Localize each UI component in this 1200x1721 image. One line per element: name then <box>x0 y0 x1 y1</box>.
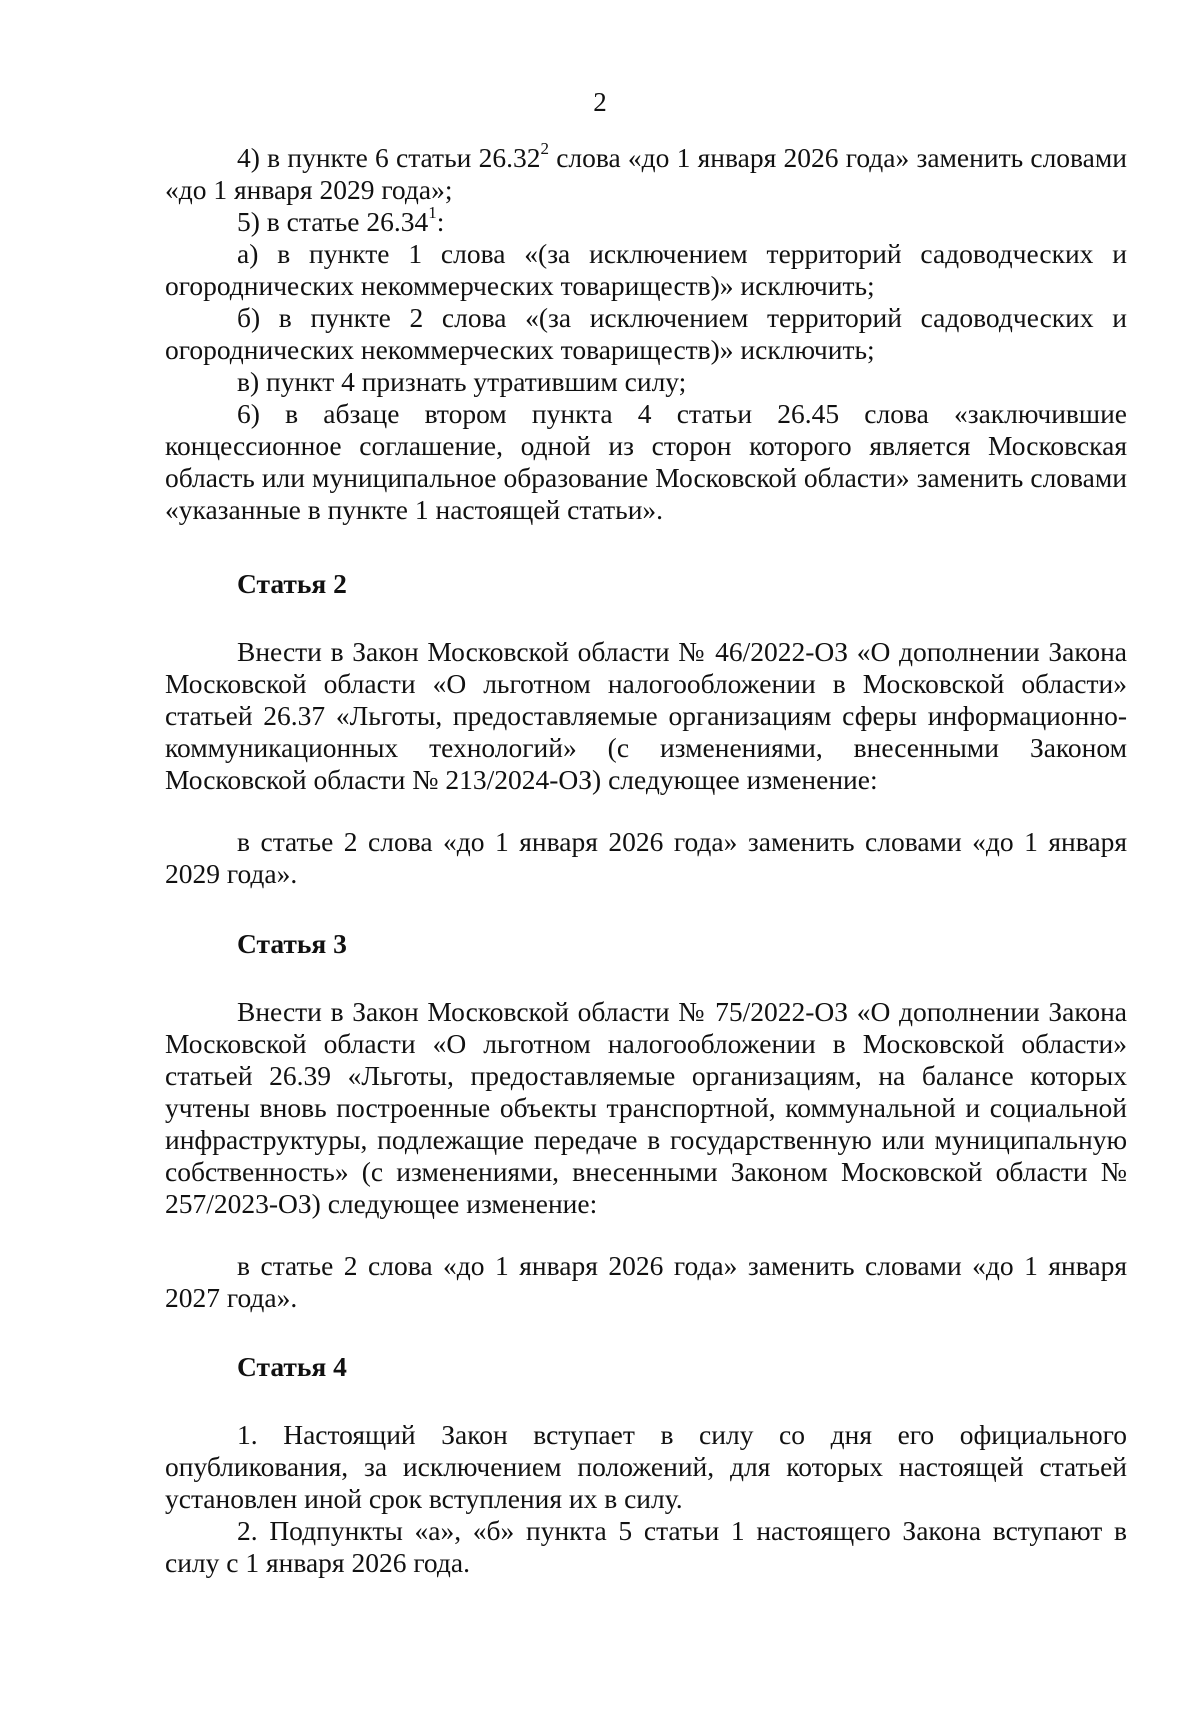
article-4-heading-block <box>165 1351 1127 1383</box>
article-paragraph: 2. Подпункты «а», «б» пункта 5 статьи 1 настоящего Закона вступают в силу с 1 января 2026 года. <box>165 1515 1127 1578</box>
amendment-item-5 <box>165 202 1127 238</box>
article-paragraph: Внести в Закон Московской области № 46/2022-ОЗ «О дополнении Закона Московской области «О льготном налогообложении в Московской области» статьей 26.37 «Льготы, предоставляемые организациям сферы информационно-коммуникационных технологий» (с изменениями, внесенными Законом Московской области № 213/2024-ОЗ) следующее изменение: <box>165 636 1127 795</box>
amendment-item-6: 6) в абзаце втором пункта 4 статьи 26.45 слова «заключившие концессионное соглашение, одной из сторон которого является Московская область или муниципальное образование Московской области» заменить словами «указанные в пункте 1 настоящей статьи». <box>165 398 1127 525</box>
amendment-item-4-start: 4) в пункте 6 статьи 26.32 <box>237 142 541 173</box>
amendment-item-5a: а) в пункте 1 слова «(за исключением территорий садоводческих и огороднических некоммерческих товариществ)» исключить; <box>165 238 1127 301</box>
article-4-body <box>165 1419 1127 1579</box>
article-heading: Статья 3 <box>237 928 347 959</box>
article-heading: Статья 2 <box>237 568 347 599</box>
amendment-item-4-end: слова «до 1 января 2026 года» заменить словами «до 1 января 2029 года»; <box>165 142 1127 205</box>
amendment-item-4 <box>165 138 1127 206</box>
article-paragraph: Внести в Закон Московской области № 75/2022-ОЗ «О дополнении Закона Московской области «О льготном налогообложении в Московской области» статьей 26.39 «Льготы, предоставляемые организациям, на балансе которых учтены вновь построенные объекты транспортной, коммунальной и социальной инфраструктуры, подлежащие передаче в государственную или муниципальную собственность» (с изменениями, внесенными Законом Московской области № 257/2023-ОЗ) следующее изменение: <box>165 996 1127 1219</box>
amendments-list <box>165 138 1127 526</box>
article-superscript: 1 <box>428 202 437 222</box>
article-2-change <box>165 826 1127 890</box>
article-2-heading-block <box>165 568 1127 600</box>
amendment-item-5-end: : <box>436 206 445 237</box>
article-3-heading-block <box>165 928 1127 960</box>
amendment-item-5b: б) в пункте 2 слова «(за исключением территорий садоводческих и огороднических некоммерческих товариществ)» исключить; <box>165 302 1127 365</box>
amendment-item-5v: в) пункт 4 признать утратившим силу; <box>237 366 687 397</box>
article-3-body <box>165 996 1127 1220</box>
article-paragraph: в статье 2 слова «до 1 января 2026 года» заменить словами «до 1 января 2027 года». <box>165 1250 1127 1313</box>
article-heading: Статья 4 <box>237 1351 347 1382</box>
article-2-body <box>165 636 1127 796</box>
article-3-change <box>165 1250 1127 1314</box>
amendment-item-5-start: 5) в статье 26.34 <box>237 206 429 237</box>
article-superscript: 2 <box>540 138 549 158</box>
article-paragraph: 1. Настоящий Закон вступает в силу со дня его официального опубликования, за исключением положений, для которых настоящей статьей установлен иной срок вступления их в силу. <box>165 1419 1127 1514</box>
article-paragraph: в статье 2 слова «до 1 января 2026 года» заменить словами «до 1 января 2029 года». <box>165 826 1127 889</box>
page-number: 2 <box>593 87 607 117</box>
